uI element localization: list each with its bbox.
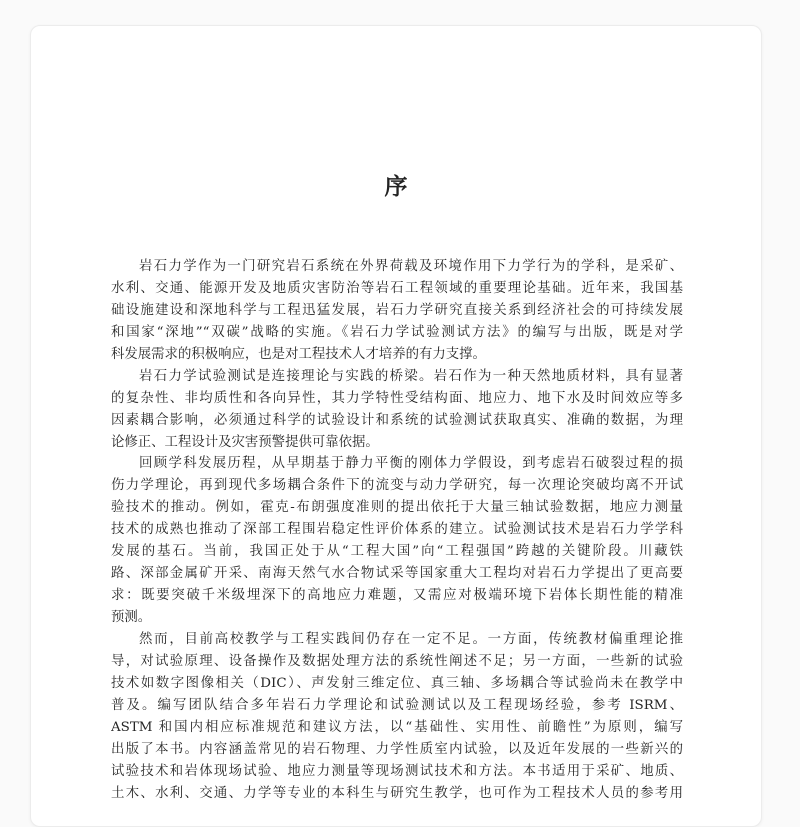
text-line: 岩石力学作为一门研究岩石系统在外界荷载及环境作用下力学行为的学科，是采矿、	[139, 259, 683, 274]
text-line: 论修正、工程设计及灾害预警提供可靠依据。	[111, 434, 379, 450]
text-line: 导，对试验原理、设备操作及数据处理方法的系统性阐述不足；另一方面，一些新的试验	[111, 653, 683, 669]
text-line: 试验技术和岩体现场试验、地应力测量等现场测试技术和方法。本书适用于采矿、地质、	[111, 763, 683, 779]
text-line: 普及。编写团队结合多年岩石力学理论和试验测试以及工程现场经验，参考 ISRM、	[111, 697, 683, 713]
text-line: 的复杂性、非均质性和各向异性，其力学特性受结构面、地应力、地下水及时间效应等多	[111, 390, 683, 406]
text-line: 伤力学理论，再到现代多场耦合条件下的流变与动力学研究，每一次理论突破均离不开试	[111, 478, 683, 494]
text-line: 科发展需求的积极响应，也是对工程技术人才培养的有力支撑。	[111, 346, 486, 362]
text-line: 岩石力学试验测试是连接理论与实践的桥梁。岩石作为一种天然地质材料，具有显著	[139, 368, 683, 384]
text-line: 土木、水利、交通、力学等专业的本科生与研究生教学，也可作为工程技术人员的参考用	[111, 785, 683, 801]
text-line: 路、深部金属矿开采、南海天然气水合物试采等国家重大工程均对岩石力学提出了更高要	[111, 566, 683, 582]
text-line: 技术如数字图像相关（DIC）、声发射三维定位、真三轴、多场耦合等试验尚未在教学中	[111, 675, 683, 691]
text-line: 发展的基石。当前，我国正处于从“工程大国”向“工程强国”跨越的关键阶段。川藏铁	[111, 544, 683, 560]
text-line: 水利、交通、能源开发及地质灾害防治等岩石工程领域的重要理论基础。近年来，我国基	[111, 280, 683, 296]
text-line: 回顾学科发展历程，从早期基于静力平衡的刚体力学假设，到考虑岩石破裂过程的损	[139, 456, 683, 472]
text-line: 技术的成熟也推动了深部工程围岩稳定性评价体系的建立。试验测试技术是岩石力学学科	[111, 522, 683, 538]
document-page	[30, 25, 762, 827]
paragraph	[111, 629, 683, 805]
text-line: 求：既要突破千米级埋深下的高地应力难题，又需应对极端环境下岩体长期性能的精准	[111, 588, 683, 604]
text-line: 预测。	[111, 610, 152, 625]
paragraph	[111, 366, 683, 454]
page-title: 序	[384, 173, 408, 200]
text-line: 验技术的推动。例如，霍克-布朗强度准则的提出依托于大量三轴试验数据，地应力测量	[111, 500, 683, 516]
text-line: 因素耦合影响，必须通过科学的试验设计和系统的试验测试获取真实、准确的数据，为理	[111, 412, 683, 428]
text-line: 础设施建设和深地科学与工程迅猛发展，岩石力学研究直接关系到经济社会的可持续发展	[111, 302, 683, 318]
preface-body	[111, 256, 683, 804]
text-line: 然而，目前高校教学与工程实践间仍存在一定不足。一方面，传统教材偏重理论推	[139, 631, 683, 647]
paragraph	[111, 256, 683, 366]
paragraph	[111, 453, 683, 629]
text-line: 和国家“深地”“双碳”战略的实施。《岩石力学试验测试方法》的编写与出版，既是对学	[111, 324, 683, 340]
text-line: 出版了本书。内容涵盖常见的岩石物理、力学性质室内试验，以及近年发展的一些新兴的	[111, 741, 683, 757]
text-line: ASTM 和国内相应标准规范和建议方法，以“基础性、实用性、前瞻性”为原则，编写	[111, 719, 683, 735]
